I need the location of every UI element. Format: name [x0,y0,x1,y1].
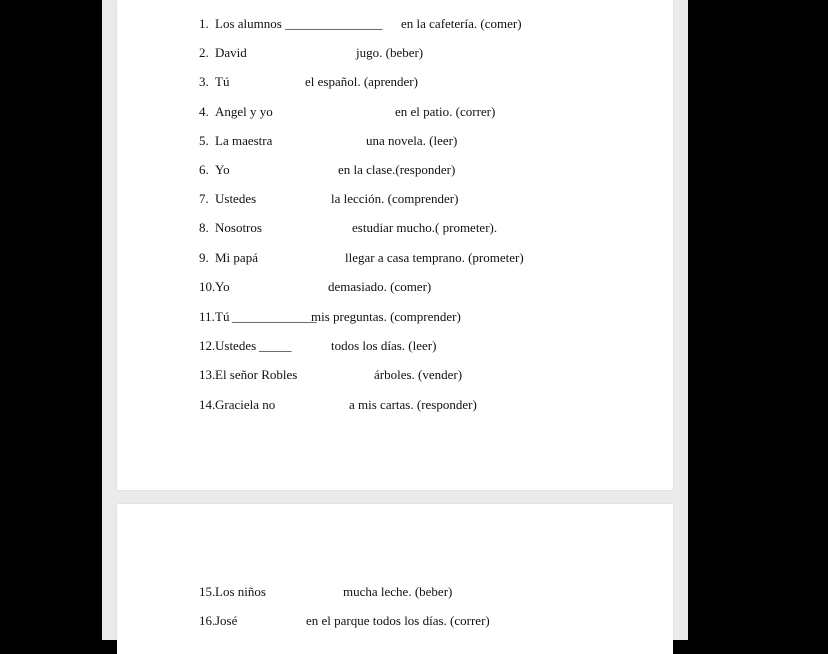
item-number: 14. [199,397,216,412]
item-subject: El señor Robles [215,367,298,382]
item-number: 10. [199,279,216,294]
item-subject: Tú [215,74,230,89]
answer-blank[interactable]: _____________ [232,309,317,324]
worksheet-page-2 [117,504,673,654]
item-subject: Mi papá [215,250,258,265]
item-number: 8. [199,220,209,235]
item-prompt: todos los días. (leer) [331,338,437,353]
item-subject: José [215,613,238,628]
item-subject: La maestra [215,133,273,148]
item-prompt: el español. (aprender) [305,74,418,89]
answer-blank[interactable]: _______________ [285,16,383,31]
item-prompt: estudiar mucho.( prometer). [352,220,498,235]
item-subject: Los niños [215,584,266,599]
item-number: 3. [199,74,209,89]
item-prompt: una novela. (leer) [366,133,458,148]
item-subject: Los alumnos [215,16,282,31]
item-prompt: en el patio. (correr) [395,104,496,119]
item-prompt: llegar a casa temprano. (prometer) [345,250,524,265]
item-subject: Ustedes [215,191,257,206]
item-subject: Yo [215,279,230,294]
pen-annotation-mark [762,0,802,40]
item-number: 5. [199,133,209,148]
item-number: 16. [199,613,216,628]
item-number: 7. [199,191,209,206]
item-number: 15. [199,584,216,599]
item-prompt: mucha leche. (beber) [343,584,453,599]
item-subject: Nosotros [215,220,262,235]
item-number: 11. [199,309,215,324]
item-number: 13. [199,367,216,382]
worksheet-page-1 [117,0,673,490]
item-number: 9. [199,250,209,265]
item-subject: Angel y yo [215,104,273,119]
item-number: 12. [199,338,216,353]
item-prompt: a mis cartas. (responder) [349,397,477,412]
item-prompt: mis preguntas. (comprender) [311,309,461,324]
item-subject: Ustedes [215,338,257,353]
item-prompt: demasiado. (comer) [328,279,432,294]
item-subject: Graciela no [215,397,276,412]
item-subject: David [215,45,247,60]
item-prompt: jugo. (beber) [356,45,424,60]
item-prompt: en la clase.(responder) [338,162,456,177]
item-number: 2. [199,45,209,60]
answer-blank[interactable]: _____ [259,338,292,353]
item-prompt: la lección. (comprender) [331,191,459,206]
item-number: 4. [199,104,209,119]
item-prompt: árboles. (vender) [374,367,463,382]
item-prompt: en el parque todos los días. (correr) [306,613,490,628]
item-number: 6. [199,162,209,177]
item-subject: Yo [215,162,230,177]
item-number: 1. [199,16,209,31]
item-subject: Tú [215,309,230,324]
item-prompt: en la cafetería. (comer) [401,16,522,31]
